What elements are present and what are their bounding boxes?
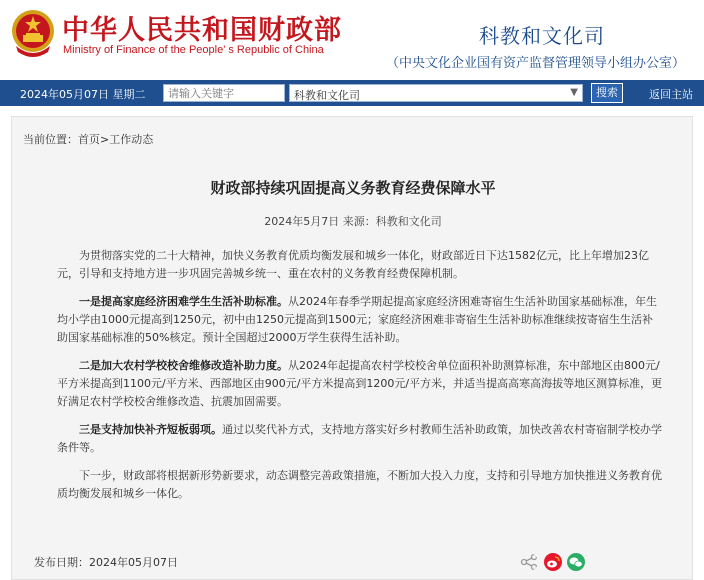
national-emblem-icon <box>10 8 56 58</box>
current-date: 2024年05月07日 星期二 <box>20 88 146 101</box>
share-icon[interactable] <box>520 553 538 571</box>
search-input[interactable] <box>163 84 285 102</box>
site-header <box>0 0 704 80</box>
article-paragraph <box>57 357 663 411</box>
paragraph-lead: 三是支持加快补齐短板弱项。 <box>79 423 222 436</box>
nav-bar <box>0 80 704 106</box>
article-body <box>57 247 663 513</box>
return-home-link[interactable]: 返回主站 <box>649 88 693 101</box>
breadcrumb <box>23 131 153 147</box>
chevron-down-icon: ▼ <box>570 87 578 98</box>
search-scope-select[interactable] <box>289 84 583 102</box>
search-scope-value: 科教和文化司 <box>294 89 360 102</box>
publish-date: 发布日期：2024年05月07日 <box>34 556 178 569</box>
breadcrumb-home-link[interactable]: 首页 <box>78 133 100 146</box>
breadcrumb-separator: > <box>100 133 110 146</box>
breadcrumb-section-link[interactable]: 工作动态 <box>109 133 154 146</box>
ministry-name-en: Ministry of Finance of the People' s Republic of China <box>63 44 324 56</box>
paragraph-text: 从2024年春季学期起提高家庭经济困难寄宿生生活补助国家基础标准，年生均小学由1000元提高到1250元，初中由1250元提高到1500元；家庭经济困难非寄宿生生活补助标准继续按寄宿生生活补助国家基础标准的50%核定。预计全国超过2000万学生获得生活补助。 <box>57 295 657 344</box>
ministry-name-cn: 中华人民共和国财政部 <box>62 15 342 46</box>
department-subtitle: （中央文化企业国有资产监督管理领导小组办公室） <box>386 56 686 71</box>
content-panel <box>11 116 693 580</box>
paragraph-text: 为贯彻落实党的二十大精神，加快义务教育优质均衡发展和城乡一体化，财政部近日下达1582亿元，比上年增加23亿元，引导和支持地方进一步巩固完善城乡统一、重在农村的义务教育经费保障机制。 <box>57 249 649 280</box>
paragraph-lead: 一是提高家庭经济困难学生生活补助标准。 <box>79 295 288 308</box>
paragraph-lead: 二是加大农村学校校舍维修改造补助力度。 <box>79 359 288 372</box>
wechat-icon[interactable] <box>567 553 585 571</box>
search-button[interactable]: 搜索 <box>591 83 623 103</box>
weibo-icon[interactable] <box>544 553 562 571</box>
article-paragraph <box>57 467 663 503</box>
article-paragraph <box>57 293 663 347</box>
department-name: 科教和文化司 <box>479 24 605 48</box>
paragraph-text: 下一步，财政部将根据新形势新要求，动态调整完善政策措施，不断加大投入力度，支持和引导地方加快推进义务教育优质均衡发展和城乡一体化。 <box>57 469 662 500</box>
article-paragraph <box>57 421 663 457</box>
paragraph-text: 从2024年起提高农村学校校舍单位面积补助测算标准，东中部地区由800元/平方米提高到1100元/平方米、西部地区由900元/平方米提高到1200元/平方米，并适当提高高寒高海拔等地区测算标准，更好满足农村学校校舍维修改造、抗震加固需要。 <box>57 359 663 408</box>
breadcrumb-prefix: 当前位置： <box>23 133 78 146</box>
article-title: 财政部持续巩固提高义务教育经费保障水平 <box>210 179 496 197</box>
article-meta: 2024年5月7日 来源：科教和文化司 <box>264 215 442 228</box>
paragraph-text: 通过以奖代补方式，支持地方落实好乡村教师生活补助政策，加快改善农村寄宿制学校办学条件等。 <box>57 423 662 454</box>
article-paragraph <box>57 247 663 283</box>
